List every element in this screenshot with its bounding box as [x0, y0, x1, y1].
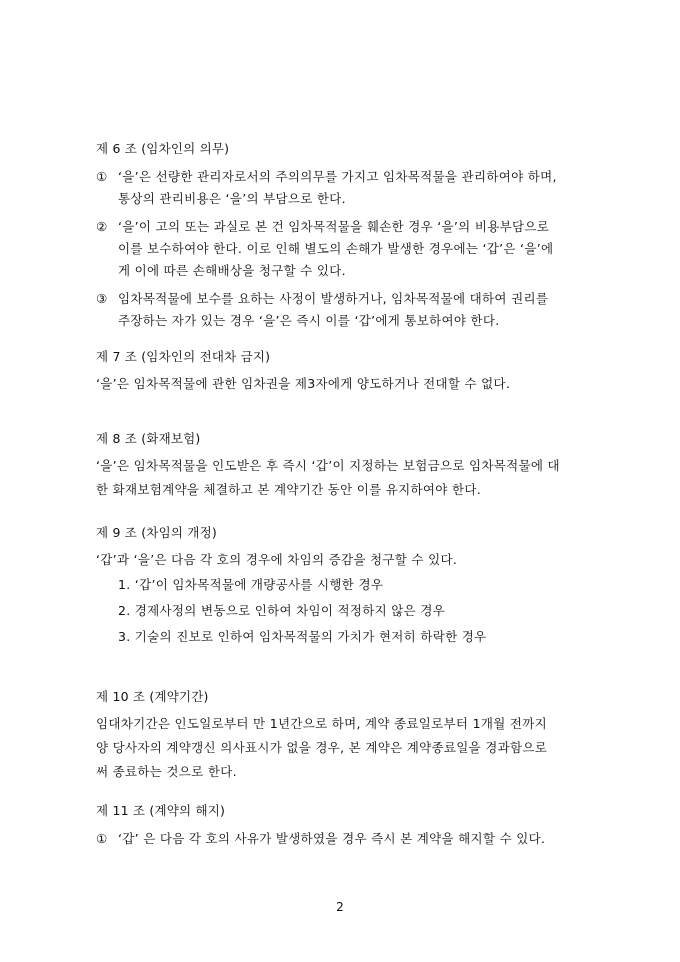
clause-item	[96, 288, 596, 332]
clause-line: 주장하는 자가 있는 경우 ‘을’은 즉시 이를 ‘갑’에게 통보하여야 한다.	[118, 313, 500, 328]
article-11	[96, 802, 596, 850]
page-number: 2	[336, 900, 344, 914]
clause-line: 임차목적물에 보수를 요하는 사정이 발생하거나, 임차목적물에 대하여 권리를	[118, 291, 549, 306]
clause-number: ①	[96, 169, 108, 184]
clause-number: ②	[96, 219, 108, 234]
article-9	[96, 524, 596, 650]
article-text: 양 당사자의 계약갱신 의사표시가 없을 경우, 본 계약은 계약종료일을 경과함으로	[96, 740, 548, 755]
list-item: 3. 기술의 진보로 인하여 임차목적물의 가치가 현저히 하락한 경우	[118, 629, 487, 644]
clause-number: ①	[96, 831, 108, 846]
article-heading: 제 10 조 (계약기간)	[96, 689, 209, 704]
clause-line: 게 이에 따른 손해배상을 청구할 수 있다.	[118, 263, 346, 278]
article-heading: 제 9 조 (차임의 개정)	[96, 525, 217, 540]
clause-line: 통상의 관리비용은 ‘을’의 부담으로 한다.	[118, 191, 346, 206]
article-text: ‘을’은 임차목적물에 관한 임차권을 제3자에게 양도하거나 전대할 수 없다.	[96, 376, 511, 391]
clause-item	[96, 166, 596, 210]
list-item: 1. ‘갑’이 임차목적물에 개량공사를 시행한 경우	[118, 577, 384, 592]
article-heading: 제 6 조 (임차인의 의무)	[96, 141, 230, 156]
list-item: 2. 경제사정의 변동으로 인하여 차임이 적정하지 않은 경우	[118, 603, 446, 618]
article-8	[96, 430, 596, 502]
article-text: 임대차기간은 인도일로부터 만 1년간으로 하며, 계약 종료일로부터 1개월 전까지	[96, 716, 547, 731]
article-text: 써 종료하는 것으로 한다.	[96, 764, 237, 779]
article-10	[96, 688, 596, 784]
article-heading: 제 7 조 (임차인의 전대차 금지)	[96, 349, 271, 364]
article-text: ‘을’은 임차목적물을 인도받은 후 즉시 ‘갑’이 지정하는 보험금으로 임차목적물에 대	[96, 458, 560, 473]
article-text: 한 화재보험계약을 체결하고 본 계약기간 동안 이를 유지하여야 한다.	[96, 482, 481, 497]
article-text: ‘갑’과 ‘을’은 다음 각 호의 경우에 차임의 증감을 청구할 수 있다.	[96, 552, 458, 567]
clause-line: ‘을’은 선량한 관리자로서의 주의의무를 가지고 임차목적물을 관리하여야 하며,	[118, 169, 557, 184]
clause-item	[96, 828, 596, 850]
clause-line: ‘을’이 고의 또는 과실로 본 건 임차목적물을 훼손한 경우 ‘을’의 비용부담으로	[118, 219, 550, 234]
clause-line: 이를 보수하여야 한다. 이로 인해 별도의 손해가 발생한 경우에는 ‘갑’은 ‘을’에	[118, 241, 554, 256]
article-6	[96, 140, 596, 332]
article-heading: 제 8 조 (화재보험)	[96, 431, 201, 446]
article-heading: 제 11 조 (계약의 해지)	[96, 803, 226, 818]
clause-number: ③	[96, 291, 108, 306]
clause-line: ‘갑’ 은 다음 각 호의 사유가 발생하였을 경우 즉시 본 계약을 해지할 수 있다.	[118, 831, 546, 846]
clause-item	[96, 216, 596, 282]
article-7	[96, 348, 596, 396]
